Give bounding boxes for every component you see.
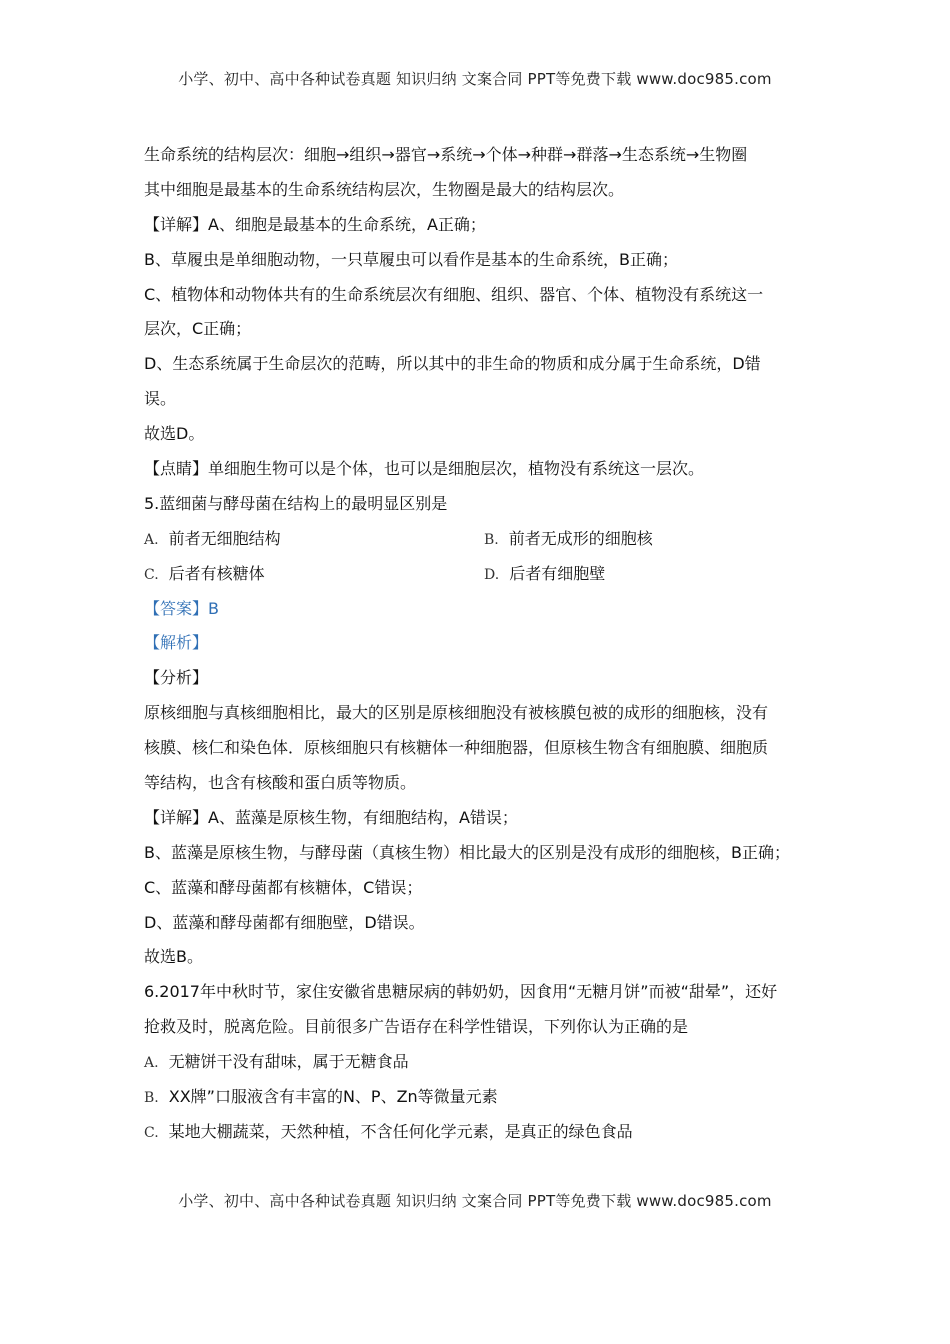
option-text: 后者有细胞壁 xyxy=(509,563,606,583)
paragraph: C、蓝藻和酵母菌都有核糖体，C错误； xyxy=(144,877,423,897)
option-letter: A. xyxy=(144,531,159,548)
question-5-stem: 5.蓝细菌与酵母菌在结构上的最明显区别是 xyxy=(144,493,448,513)
footer-banner: 小学、初中、高中各种试卷真题 知识归纳 文案合同 PPT等免费下载 www.doc985.com xyxy=(178,1192,772,1210)
question-6-stem: 6.2017年中秋时节，家住安徽省患糖尿病的韩奶奶，因食用“无糖月饼”而被“甜晕”，还好 xyxy=(144,982,778,1002)
option-letter: B. xyxy=(144,1090,159,1107)
paragraph: 【详解】A、蓝藻是原核生物，有细胞结构，A错误； xyxy=(144,807,518,827)
paragraph: 故选B。 xyxy=(144,947,203,967)
paragraph: 生命系统的结构层次：细胞→组织→器官→系统→个体→种群→群落→生态系统→生物圈 xyxy=(144,145,748,164)
option-letter: B. xyxy=(484,531,499,548)
question-5-options-row-2 xyxy=(144,557,824,592)
option-d xyxy=(484,557,824,592)
option-text: 后者有核糖体 xyxy=(168,563,265,583)
question-5-options-row-1 xyxy=(144,522,824,557)
option-letter: C. xyxy=(144,566,159,583)
paragraph: B、草履虫是单细胞动物，一只草履虫可以看作是基本的生命系统，B正确； xyxy=(144,249,678,269)
option-letter: D. xyxy=(484,566,500,583)
option-letter: C. xyxy=(144,1124,159,1141)
paragraph: 原核细胞与真核细胞相比，最大的区别是原核细胞没有被核膜包被的成形的细胞核，没有 xyxy=(144,703,769,723)
option-text: 无糖饼干没有甜味，属于无糖食品 xyxy=(168,1052,409,1072)
paragraph: 【点睛】单细胞生物可以是个体，也可以是细胞层次，植物没有系统这一层次。 xyxy=(144,459,705,479)
option-a xyxy=(144,522,484,557)
paragraph: 核膜、核仁和染色体．原核细胞只有核糖体一种细胞器，但原核生物含有细胞膜、细胞质 xyxy=(144,738,769,758)
document-body xyxy=(144,138,824,1150)
option-text: 前者无成形的细胞核 xyxy=(508,528,653,548)
paragraph: 故选D。 xyxy=(144,424,205,444)
option-letter: A. xyxy=(144,1055,159,1072)
answer-label: 【答案】B xyxy=(144,598,219,618)
paragraph: 等结构，也含有核酸和蛋白质等物质。 xyxy=(144,773,417,793)
paragraph: D、生态系统属于生命层次的范畴，所以其中的非生命的物质和成分属于生命系统，D错 xyxy=(144,354,761,374)
option-b xyxy=(484,522,824,557)
question-6-stem: 抢救及时，脱离危险。目前很多广告语存在科学性错误，下列你认为正确的是 xyxy=(144,1017,689,1037)
paragraph: 其中细胞是最基本的生命系统结构层次，生物圈是最大的结构层次。 xyxy=(144,179,625,199)
paragraph: D、蓝藻和酵母菌都有细胞壁，D错误。 xyxy=(144,912,425,932)
paragraph: 层次，C正确； xyxy=(144,319,252,339)
paragraph: C、植物体和动物体共有的生命系统层次有细胞、组织、器官、个体、植物没有系统这一 xyxy=(144,284,764,304)
paragraph: 误。 xyxy=(144,389,177,409)
option-c xyxy=(144,1115,824,1150)
analysis-label: 【解析】 xyxy=(144,633,209,653)
option-text: XX牌”口服液含有丰富的N、P、Zn等微量元素 xyxy=(168,1087,498,1107)
header-banner: 小学、初中、高中各种试卷真题 知识归纳 文案合同 PPT等免费下载 www.doc985.com xyxy=(178,70,772,88)
option-c xyxy=(144,557,484,592)
option-text: 某地大棚蔬菜，天然种植，不含任何化学元素，是真正的绿色食品 xyxy=(168,1121,633,1141)
option-text: 前者无细胞结构 xyxy=(168,528,281,548)
fenxi-label: 【分析】 xyxy=(144,668,209,688)
option-a xyxy=(144,1045,824,1080)
option-b xyxy=(144,1080,824,1115)
paragraph: 【详解】A、细胞是最基本的生命系统，A正确； xyxy=(144,214,486,234)
paragraph: B、蓝藻是原核生物，与酵母菌（真核生物）相比最大的区别是没有成形的细胞核，B正确； xyxy=(144,842,790,862)
